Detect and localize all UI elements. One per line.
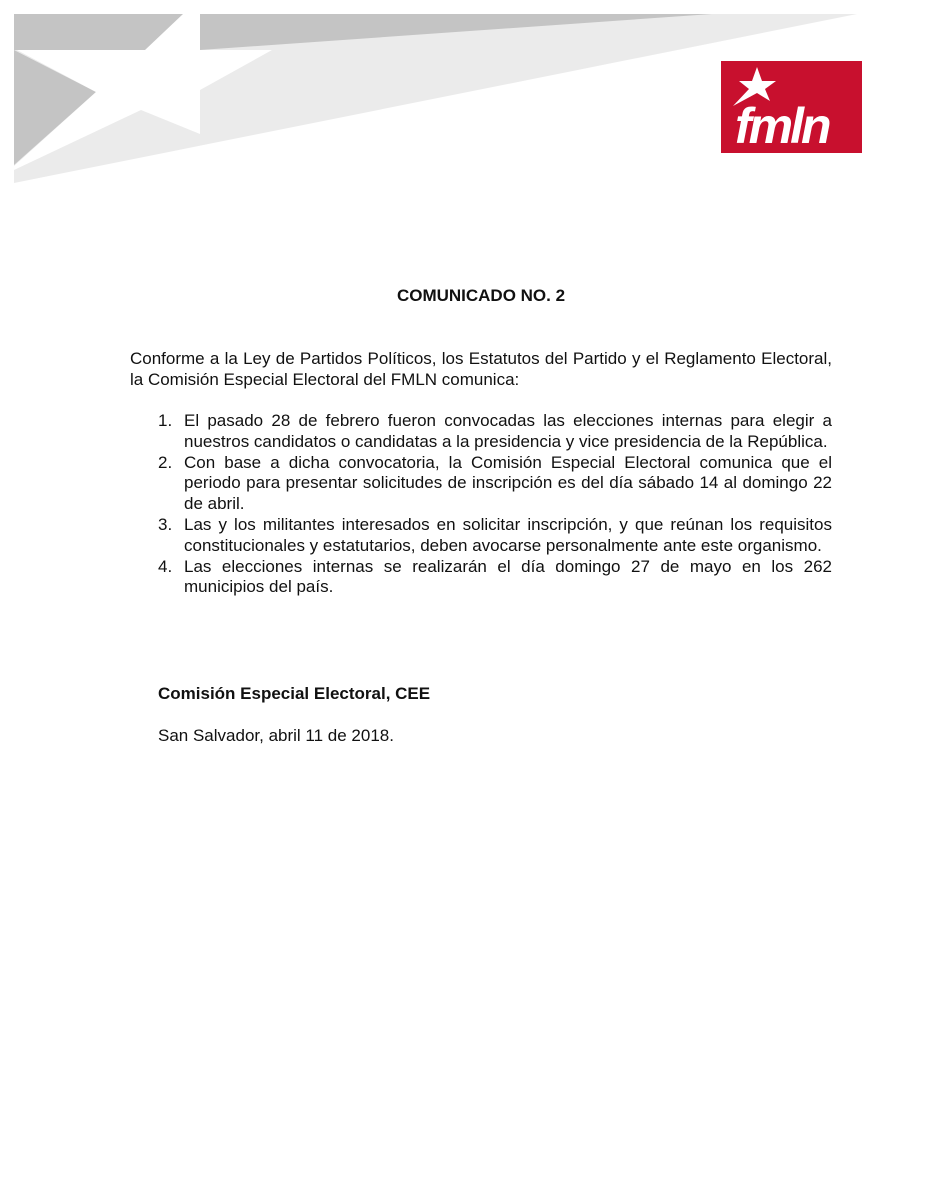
list-item-number: 2. bbox=[158, 452, 173, 472]
list-item bbox=[158, 557, 832, 599]
list-item bbox=[158, 411, 832, 453]
list-item-number: 1. bbox=[158, 411, 173, 430]
list-item-number: 4. bbox=[158, 556, 173, 576]
logo-text: fmln bbox=[735, 98, 829, 153]
list-item-number: 3. bbox=[158, 514, 173, 534]
document-title: COMUNICADO NO. 2 bbox=[396, 286, 566, 305]
list-item-text: Las y los militantes interesados en solicitar inscripción, y que reúnan los requisitos constitucionales y estatutarios, deben avocarse personalmente ante este organismo. bbox=[184, 514, 832, 555]
numbered-list bbox=[158, 411, 832, 598]
fmln-logo bbox=[721, 61, 862, 153]
place-and-date: San Salvador, abril 11 de 2018. bbox=[158, 726, 394, 745]
list-item bbox=[158, 515, 832, 557]
list-item-text: Con base a dicha convocatoria, la Comisión Especial Electoral comunica que el periodo para presentar solicitudes de inscripción es del día sábado 14 al domingo 22 de abril. bbox=[184, 452, 832, 514]
list-item bbox=[158, 453, 832, 515]
list-item-text: Las elecciones internas se realizarán el día domingo 27 de mayo en los 262 municipios del país. bbox=[184, 556, 832, 597]
list-item-text: El pasado 28 de febrero fueron convocadas las elecciones internas para elegir a nuestros candidatos o candidatas a la presidencia y vice presidencia de la República. bbox=[184, 411, 832, 451]
intro-paragraph: Conforme a la Ley de Partidos Políticos, los Estatutos del Partido y el Reglamento Electoral, la Comisión Especial Electoral del FMLN comunica: bbox=[130, 349, 832, 389]
signature: Comisión Especial Electoral, CEE bbox=[158, 684, 431, 703]
